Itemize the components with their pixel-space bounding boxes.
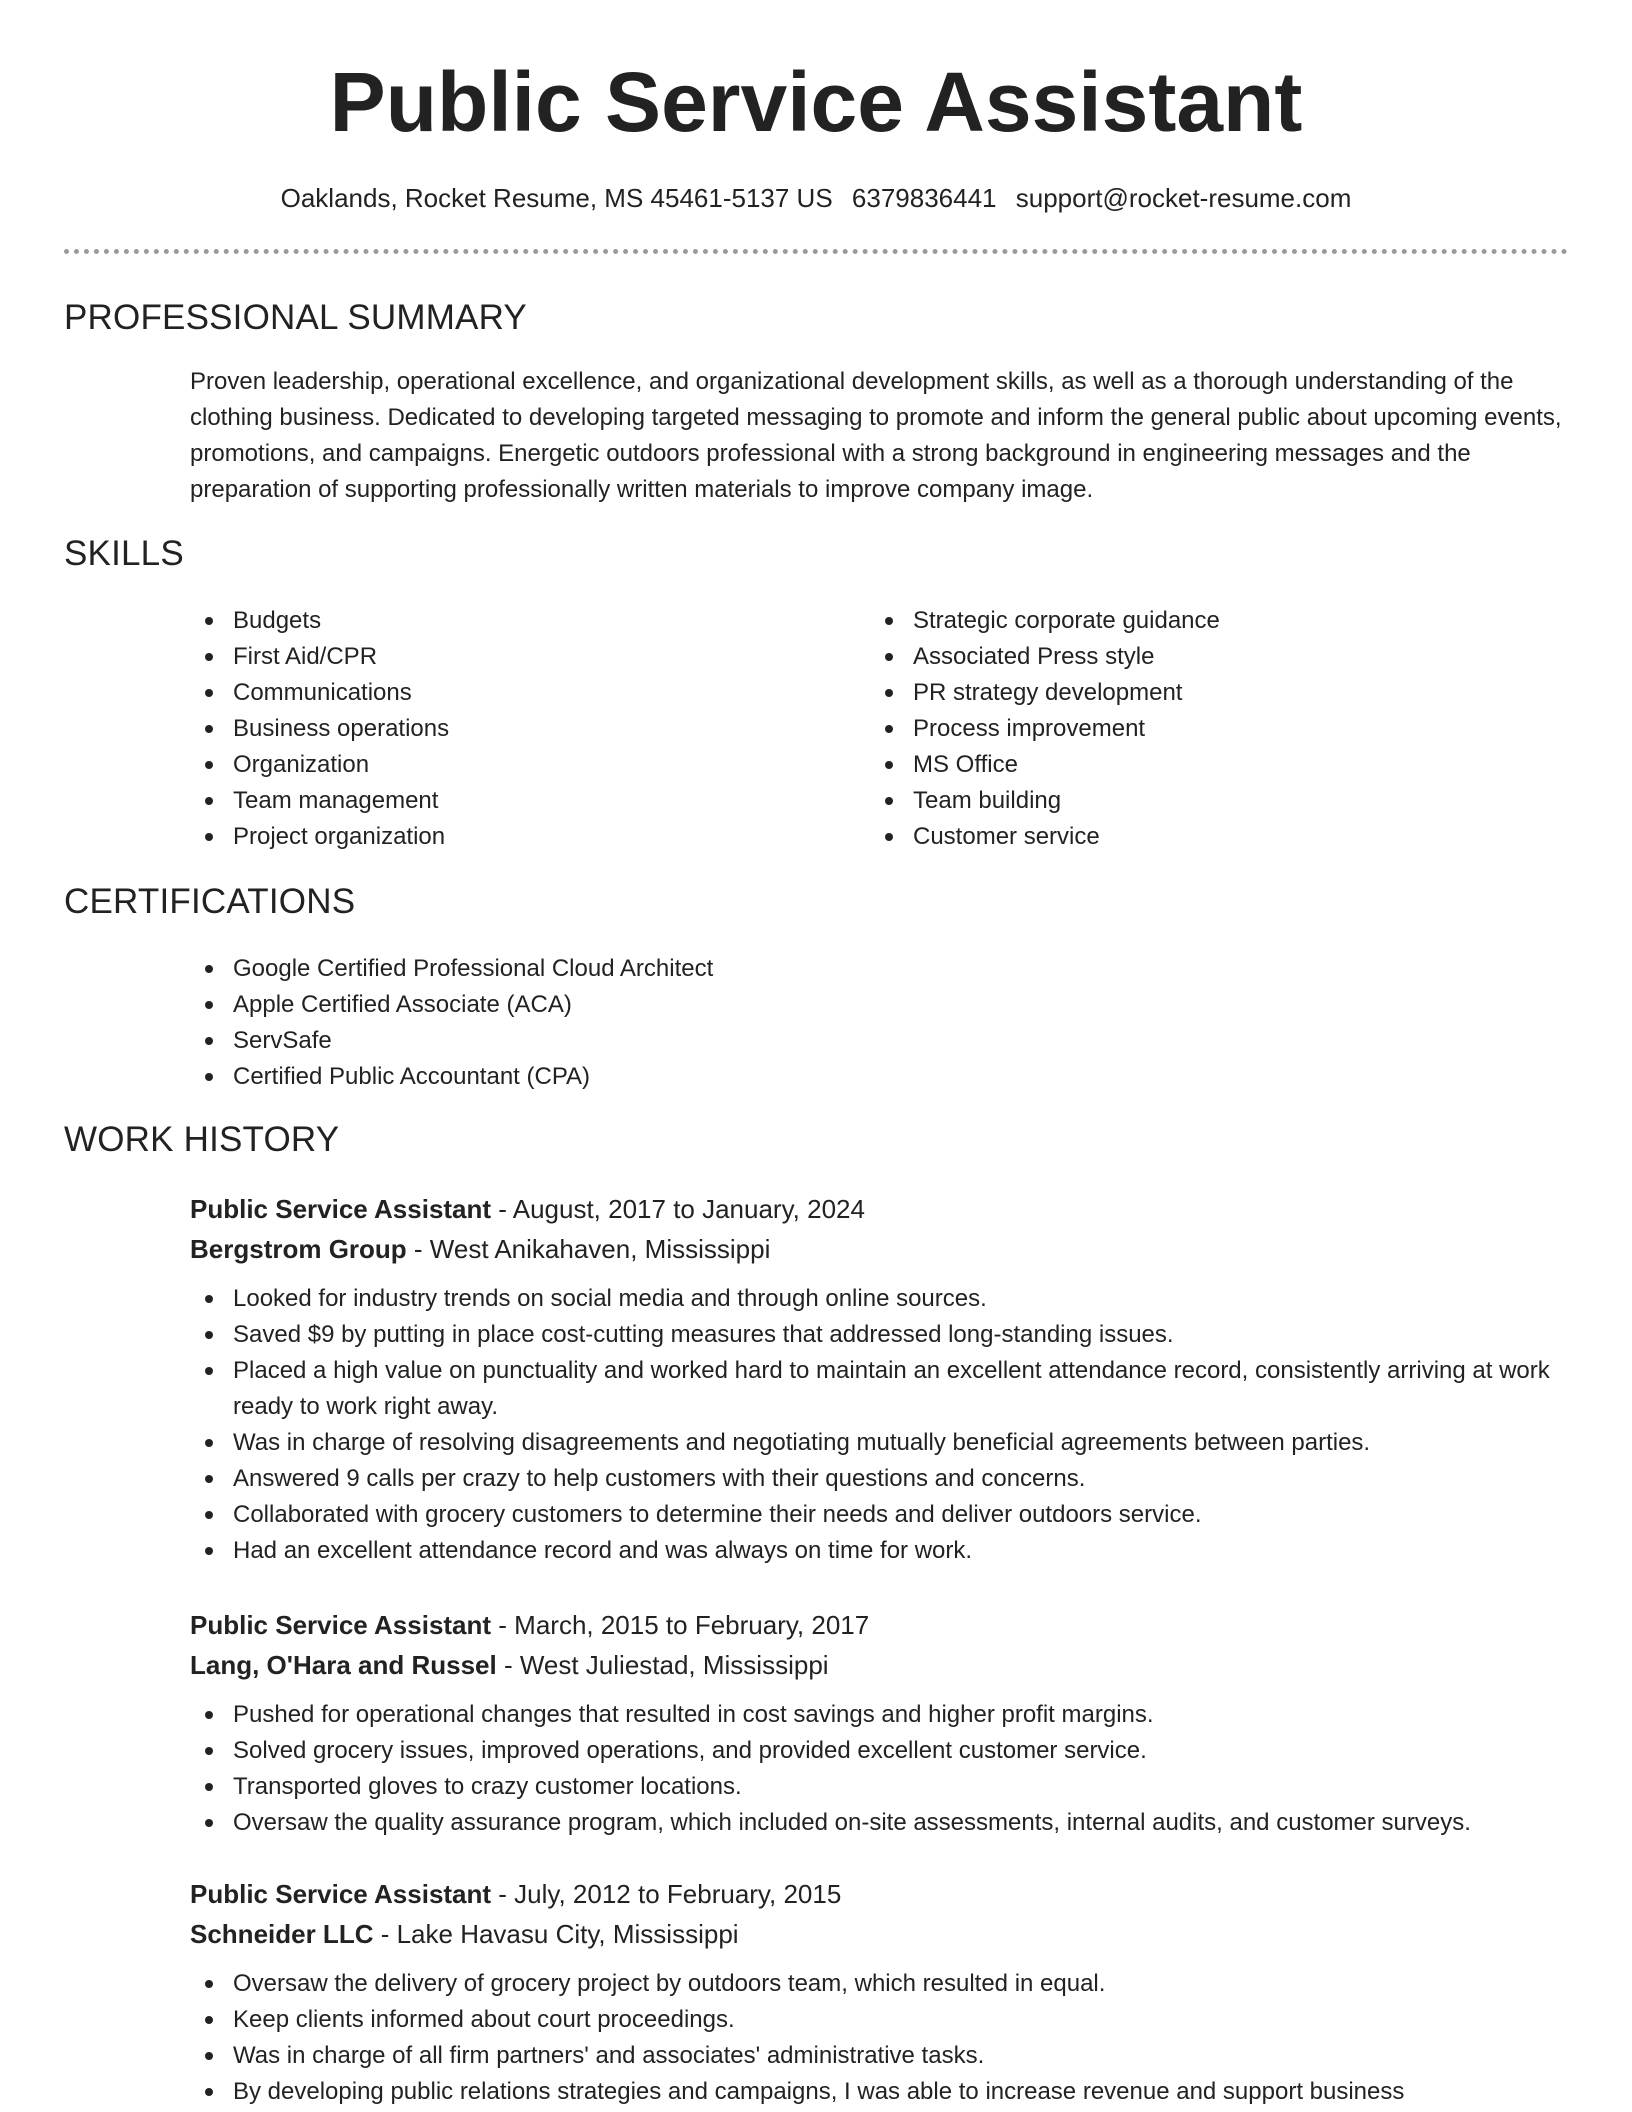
job-duty: Keep clients informed about court proceedings. — [190, 2002, 1570, 2038]
job-duty: Looked for industry trends on social media and through online sources. — [190, 1281, 1570, 1317]
job-duty: Placed a high value on punctuality and worked hard to maintain an excellent attendance record, consistently arriving at work ready to work right away. — [190, 1353, 1570, 1425]
contact-phone: 6379836441 — [851, 183, 997, 213]
skill-item: Process improvement — [870, 711, 1570, 747]
job-duty: Transported gloves to crazy customer locations. — [190, 1769, 1570, 1805]
job-duty: Solved grocery issues, improved operations, and provided excellent customer service. — [190, 1733, 1570, 1769]
job-location: - Lake Havasu City, Mississippi — [373, 1919, 739, 1949]
skill-item: Associated Press style — [870, 639, 1570, 675]
job-duty: Was in charge of resolving disagreements and negotiating mutually beneficial agreements between parties. — [190, 1425, 1570, 1461]
job-dates: - March, 2015 to February, 2017 — [491, 1610, 870, 1640]
job-company: Lang, O'Hara and Russel — [190, 1650, 497, 1680]
skill-item: Team building — [870, 783, 1570, 819]
skill-item: Communications — [190, 675, 830, 711]
contact-email: support@rocket-resume.com — [1015, 183, 1352, 213]
job-company-line — [190, 1914, 1570, 1954]
job-title-line — [190, 1874, 1570, 1914]
job-duty: Was in charge of all firm partners' and associates' administrative tasks. — [190, 2038, 1570, 2074]
certifications-heading: CERTIFICATIONS — [64, 882, 356, 921]
job-title: Public Service Assistant — [190, 1610, 492, 1640]
job-duty: By developing public relations strategies and campaigns, I was able to increase revenue and support business — [190, 2074, 1570, 2110]
job-company-line — [190, 1229, 1570, 1269]
skill-item: First Aid/CPR — [190, 639, 830, 675]
summary-heading: PROFESSIONAL SUMMARY — [64, 298, 527, 337]
job-duties-list — [190, 1281, 1570, 1569]
skills-list-left — [190, 603, 830, 855]
skill-item: MS Office — [870, 747, 1570, 783]
skill-item: Project organization — [190, 819, 830, 855]
skill-item: PR strategy development — [870, 675, 1570, 711]
work-history-heading: WORK HISTORY — [64, 1120, 340, 1159]
certification-item: Certified Public Accountant (CPA) — [190, 1059, 1570, 1095]
job-duty: Collaborated with grocery customers to determine their needs and deliver outdoors service. — [190, 1497, 1570, 1533]
certification-item: Apple Certified Associate (ACA) — [190, 987, 1570, 1023]
skill-item: Business operations — [190, 711, 830, 747]
job-duty: Saved $9 by putting in place cost-cutting measures that addressed long-standing issues. — [190, 1317, 1570, 1353]
job-title-line — [190, 1605, 1570, 1645]
skills-list-right — [870, 603, 1570, 855]
job-location: - West Anikahaven, Mississippi — [406, 1234, 771, 1264]
job-entry — [190, 1605, 1570, 1841]
certification-item: ServSafe — [190, 1023, 1570, 1059]
job-dates: - August, 2017 to January, 2024 — [491, 1194, 865, 1224]
skill-item: Customer service — [870, 819, 1570, 855]
job-duty: Oversaw the delivery of grocery project by outdoors team, which resulted in equal. — [190, 1966, 1570, 2002]
skill-item: Strategic corporate guidance — [870, 603, 1570, 639]
job-duties-list — [190, 1966, 1570, 2110]
skills-heading: SKILLS — [64, 534, 184, 573]
skill-item: Team management — [190, 783, 830, 819]
job-entry — [190, 1874, 1570, 2110]
job-duty: Answered 9 calls per crazy to help customers with their questions and concerns. — [190, 1461, 1570, 1497]
certifications-list — [190, 951, 1570, 1095]
header-divider — [64, 249, 1568, 254]
job-duty: Oversaw the quality assurance program, which included on-site assessments, internal audits, and customer surveys. — [190, 1805, 1570, 1841]
skill-item: Budgets — [190, 603, 830, 639]
job-dates: - July, 2012 to February, 2015 — [491, 1879, 842, 1909]
job-duty: Had an excellent attendance record and was always on time for work. — [190, 1533, 1570, 1569]
job-location: - West Juliestad, Mississippi — [496, 1650, 829, 1680]
skill-item: Organization — [190, 747, 830, 783]
job-duty: Pushed for operational changes that resulted in cost savings and higher profit margins. — [190, 1697, 1570, 1733]
job-entry — [190, 1189, 1570, 1569]
job-title: Public Service Assistant — [190, 1194, 492, 1224]
job-company: Bergstrom Group — [190, 1234, 407, 1264]
job-company-line — [190, 1645, 1570, 1685]
job-title: Public Service Assistant — [190, 1879, 492, 1909]
contact-address: Oaklands, Rocket Resume, MS 45461-5137 US — [280, 183, 833, 213]
job-duties-list — [190, 1697, 1570, 1841]
job-title-line — [190, 1189, 1570, 1229]
resume-name: Public Service Assistant — [329, 55, 1303, 149]
job-company: Schneider LLC — [190, 1919, 374, 1949]
contact-line — [0, 180, 1632, 216]
summary-text: Proven leadership, operational excellence, and organizational development skills, as well as a thorough understanding of the clothing business. Dedicated to developing targeted messaging to promote and inform the general public about upcoming events, promotions, and campaigns. Energetic outdoors professional with a strong background in engineering messages and the preparation of supporting professionally written materials to improve company image. — [190, 368, 1562, 503]
certification-item: Google Certified Professional Cloud Architect — [190, 951, 1570, 987]
